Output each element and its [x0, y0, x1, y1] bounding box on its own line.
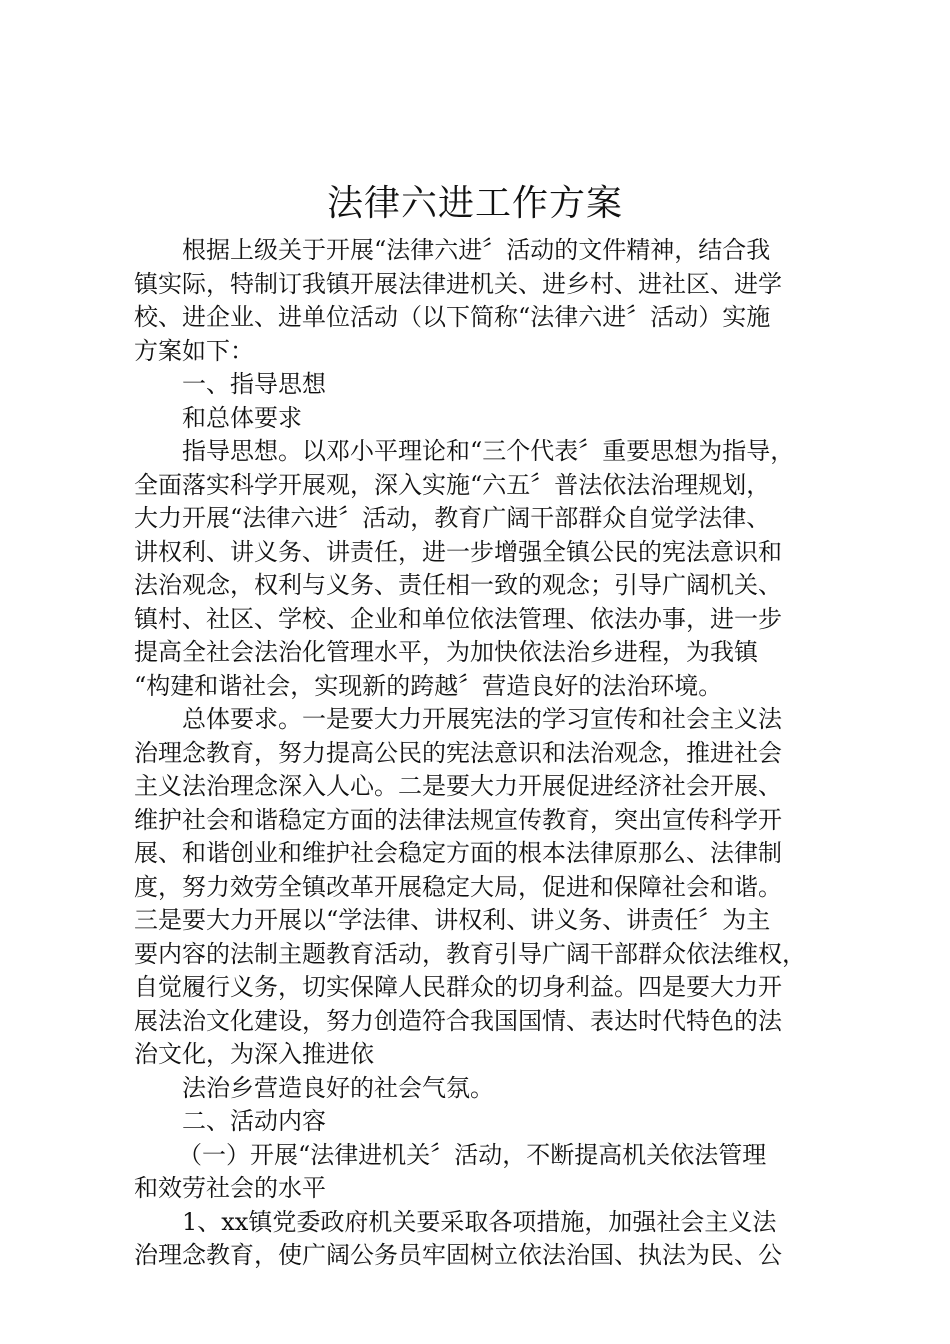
paragraph-line: 展、和谐创业和维护社会稳定方面的根本法律原那么、法律制: [134, 839, 782, 867]
paragraph-line: 讲权利、讲义务、讲责任，进一步增强全镇公民的宪法意识和: [134, 537, 782, 566]
paragraph-line: 度，努力效劳全镇改革开展稳定大局，促进和保障社会和谐。: [134, 872, 782, 901]
paragraph-line: 全面落实科学开展观，深入实施“六五〞普法依法治理规划，: [134, 470, 771, 499]
section-heading: 和总体要求: [182, 403, 302, 432]
paragraph-line: 1、xx镇党委政府机关要采取各项措施，加强社会主义法: [182, 1207, 777, 1236]
section-heading: 二、活动内容: [182, 1107, 326, 1135]
paragraph-line: 法治观念，权利与义务、责任相一致的观念；引导广阔机关、: [134, 571, 782, 599]
paragraph-line: 法治乡营造良好的社会气氛。: [182, 1073, 494, 1102]
section-heading: 一、指导思想: [182, 370, 326, 398]
paragraph-line: 自觉履行义务，切实保障人民群众的切身利益。四是要大力开: [134, 973, 782, 1001]
subsection-heading: （一）开展“法律进机关〞活动，不断提高机关依法管理: [178, 1140, 767, 1169]
document-title: 法律六进工作方案: [326, 183, 623, 224]
paragraph-line: 治理念教育，努力提高公民的宪法意识和法治观念，推进社会: [134, 738, 782, 767]
paragraph-line: 治文化，为深入推进依: [134, 1040, 374, 1068]
paragraph-line: 总体要求。一是要大力开展宪法的学习宣传和社会主义法: [182, 705, 782, 733]
paragraph-line: 方案如下：: [134, 336, 254, 365]
paragraph-line: 大力开展“法律六进〞活动，教育广阔干部群众自觉学法律、: [134, 504, 771, 532]
paragraph-line: 要内容的法制主题教育活动，教育引导广阔干部群众依法维权，: [134, 939, 806, 968]
paragraph-line: 维护社会和谐稳定方面的法律法规宣传教育，突出宣传科学开: [134, 805, 782, 834]
paragraph-line: 三是要大力开展以“学法律、讲权利、讲义务、讲责任〞为主: [134, 906, 771, 934]
paragraph-line: 指导思想。以邓小平理论和“三个代表〞重要思想为指导，: [182, 437, 795, 465]
paragraph-line: “构建和谐社会，实现新的跨越〞营造良好的法治环境。: [134, 671, 723, 700]
paragraph-line: 镇实际，特制订我镇开展法律进机关、进乡村、进社区、进学: [134, 269, 782, 298]
paragraph-line: 提高全社会法治化管理水平，为加快依法治乡进程，为我镇: [134, 638, 758, 666]
paragraph-line: 镇村、社区、学校、企业和单位依法管理、依法办事，进一步: [134, 604, 782, 633]
paragraph-line: 校、进企业、进单位活动（以下简称“法律六进〞活动）实施: [134, 303, 771, 331]
paragraph-line: 主义法治理念深入人心。二是要大力开展促进经济社会开展、: [134, 772, 782, 800]
subsection-heading: 和效劳社会的水平: [134, 1174, 326, 1202]
paragraph-line: 根据上级关于开展“法律六进〞活动的文件精神，结合我: [182, 236, 771, 264]
document-body: [134, 234, 824, 1273]
paragraph-line: 展法治文化建设，努力创造符合我国国情、表达时代特色的法: [134, 1006, 782, 1035]
paragraph-line: 治理念教育，使广阔公务员牢固树立依法治国、执法为民、公: [134, 1241, 782, 1269]
